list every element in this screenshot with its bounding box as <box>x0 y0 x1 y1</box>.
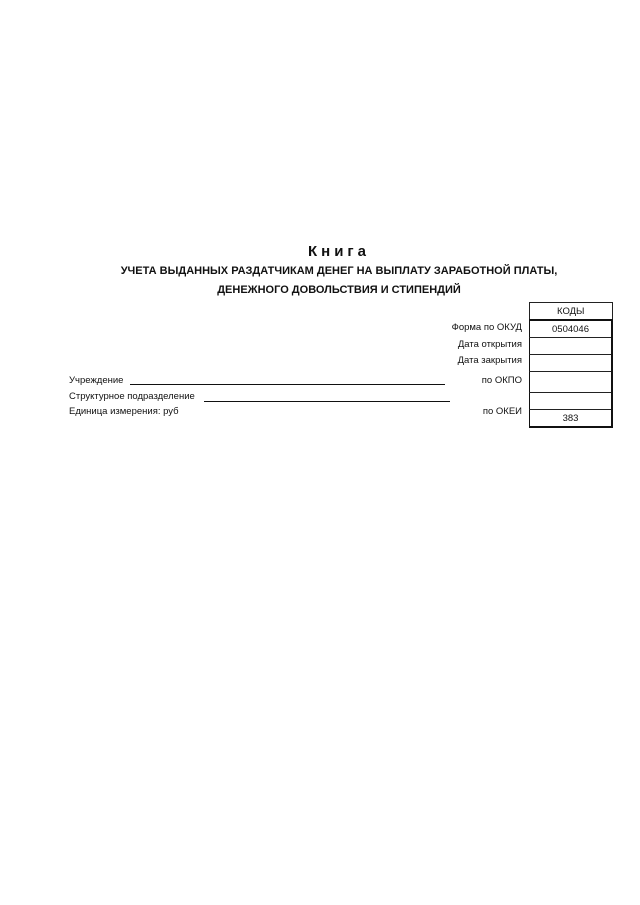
close-date-cell[interactable] <box>530 355 613 372</box>
codes-table <box>529 302 613 428</box>
okpo-code-cell[interactable] <box>530 372 613 393</box>
division-line[interactable] <box>204 401 450 402</box>
okei-label: по ОКЕИ <box>482 406 522 417</box>
okei-code-cell[interactable]: 383 <box>530 410 613 428</box>
document-title: Книга <box>307 243 371 260</box>
division-label: Структурное подразделение <box>69 391 195 402</box>
document-subtitle-line2: ДЕНЕЖНОГО ДОВОЛЬСТВИЯ И СТИПЕНДИЙ <box>217 284 461 296</box>
close-date-label: Дата закрытия <box>457 355 522 366</box>
open-date-cell[interactable] <box>530 338 613 355</box>
institution-line[interactable] <box>130 384 445 385</box>
document-subtitle-line1: УЧЕТА ВЫДАННЫХ РАЗДАТЧИКАМ ДЕНЕГ НА ВЫПЛАТУ ЗАРАБОТНОЙ ПЛАТЫ, <box>120 265 558 277</box>
institution-label: Учреждение <box>69 375 124 386</box>
codes-header: КОДЫ <box>530 303 613 321</box>
unit-label: Единица измерения: руб <box>69 406 179 417</box>
okud-code-cell[interactable]: 0504046 <box>530 320 613 338</box>
okud-label: Форма по ОКУД <box>451 322 522 333</box>
blank-code-cell[interactable] <box>530 393 613 410</box>
open-date-label: Дата открытия <box>457 339 522 350</box>
okpo-label: по ОКПО <box>481 375 522 386</box>
